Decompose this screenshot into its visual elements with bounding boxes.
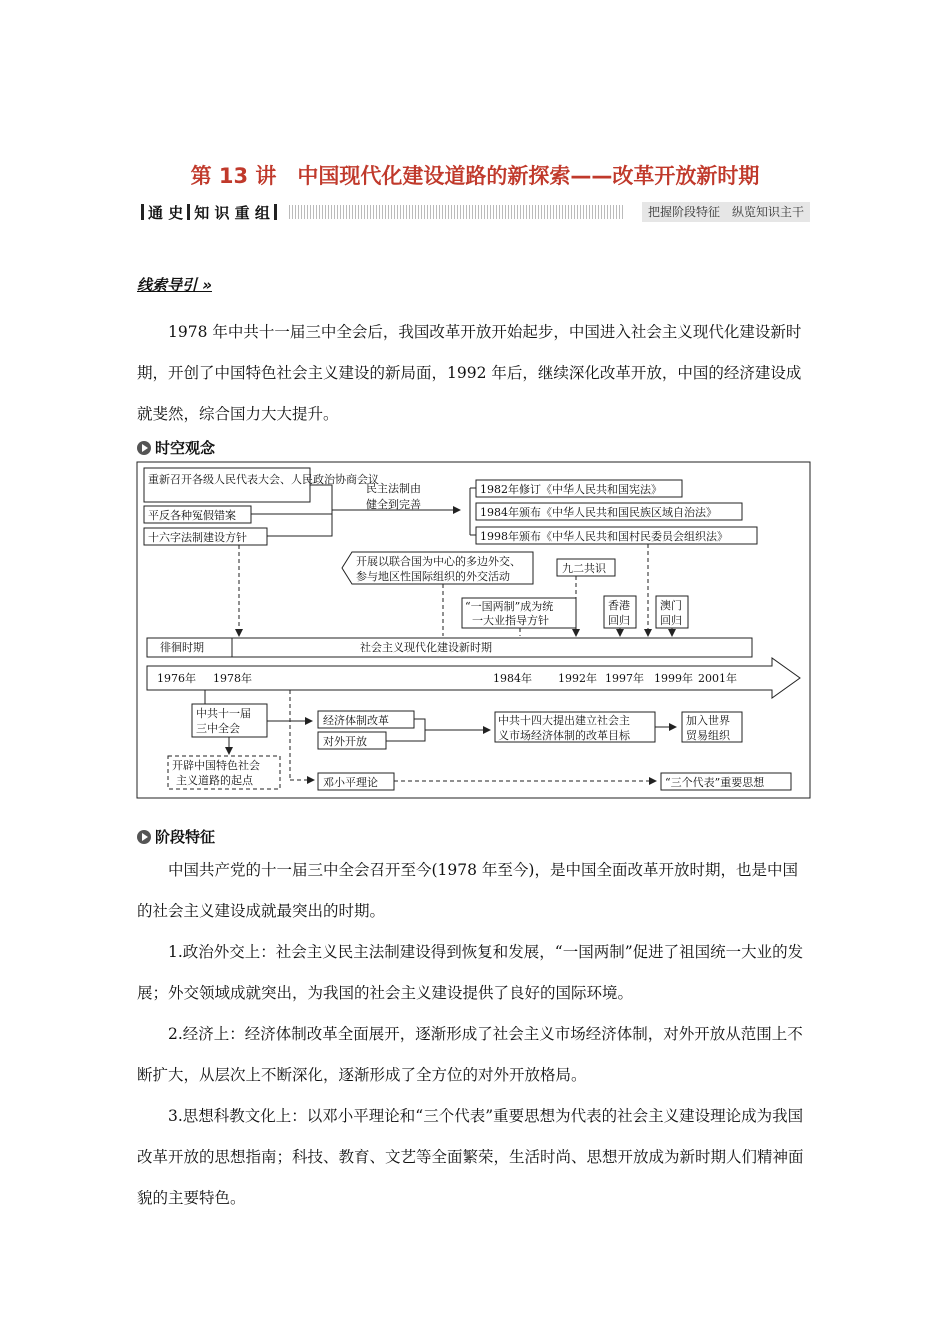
box-legal-policy: 十六字法制建设方针	[148, 531, 247, 544]
year-1976: 1976年	[157, 672, 196, 685]
clue-text: 1978 年中共十一届三中全会后，我国改革开放开始起步，中国进入社会主义现代化建设新时期，开创了中国特色社会主义建设的新局面，1992 年后，继续深化改革开放，中国的经济建设成就斐然，综合国力大大提升。	[137, 323, 802, 423]
banner-label-a: 通 史	[148, 203, 184, 222]
consensus: 九二共识	[562, 562, 606, 575]
legal-label-1: 民主法制由	[366, 482, 421, 495]
plenum-1: 中共十一届	[196, 707, 251, 720]
features-paragraph-1: 1.政治外交上：社会主义民主法制建设得到恢复和发展，“一国两制”促进了祖国统一大业的发展；外交领域成就突出，为我国的社会主义建设提供了良好的国际环境。	[137, 943, 804, 1002]
start-2: 主义道路的起点	[176, 774, 253, 787]
box-congress-1: 重新召开各级人民代表大会、人民政治协商会议	[148, 473, 379, 486]
congress-2: 义市场经济体制的改革目标	[498, 729, 630, 742]
features-body	[137, 850, 813, 1219]
clue-heading: 线索导引 »	[137, 276, 212, 294]
wto-2: 贸易组织	[686, 729, 730, 742]
banner-subtitle: 把握阶段特征 纵览知识主干	[642, 202, 810, 222]
law-1984: 1984年颁布《中华人民共和国民族区域自治法》	[480, 506, 717, 519]
wto-1: 加入世界	[686, 714, 730, 727]
year-1992: 1992年	[558, 672, 597, 685]
play-circle-icon	[137, 830, 151, 844]
features-paragraph-3: 3.思想科教文化上：以邓小平理论和“三个代表”重要思想为代表的社会主义建设理论成为我国改革开放的思想指南；科技、教育、文艺等全面繁荣，生活时尚、思想开放成为新时期人们精神面貌的主要特色。	[137, 1107, 804, 1207]
spacetime-heading-text: 时空观念	[155, 439, 216, 457]
period-hesitation: 徘徊时期	[160, 641, 204, 654]
diplomacy-2: 参与地区性国际组织的外交活动	[356, 570, 510, 583]
reform: 经济体制改革	[323, 714, 389, 727]
hk-2: 回归	[608, 614, 630, 627]
diplomacy-1: 开展以联合国为中心的多边外交、	[356, 555, 521, 568]
features-paragraph-0: 中国共产党的十一届三中全会召开至今(1978 年至今)，是中国全面改革开放时期，也是中国的社会主义建设成就最突出的时期。	[137, 861, 798, 920]
period-new: 社会主义现代化建设新时期	[360, 641, 492, 654]
deng-theory: 邓小平理论	[323, 776, 378, 789]
start-1: 开辟中国特色社会	[172, 759, 260, 772]
macao-1: 澳门	[660, 599, 682, 612]
year-1997: 1997年	[605, 672, 644, 685]
year-1999: 1999年	[654, 672, 693, 685]
legal-label-2: 健全到完善	[366, 498, 421, 511]
opening: 对外开放	[323, 735, 367, 748]
features-heading-text: 阶段特征	[155, 828, 216, 846]
macao-2: 回归	[660, 614, 682, 627]
law-1998: 1998年颁布《中华人民共和国村民委员会组织法》	[480, 530, 728, 543]
hk-1: 香港	[608, 599, 630, 612]
year-1984: 1984年	[493, 672, 532, 685]
features-heading	[137, 826, 215, 847]
congress-1: 中共十四大提出建立社会主	[498, 714, 630, 727]
features-paragraph-2: 2.经济上：经济体制改革全面展开，逐渐形成了社会主义市场经济体制，对外开放从范围上不断扩大，从层次上不断深化，逐渐形成了全方位的对外开放格局。	[137, 1025, 803, 1084]
three-represents: “三个代表”重要思想	[665, 776, 765, 789]
box-redress: 平反各种冤假错案	[148, 509, 236, 522]
year-1978: 1978年	[213, 672, 252, 685]
one-country-1: “一国两制”成为统	[465, 600, 554, 613]
plenum-2: 三中全会	[196, 722, 240, 735]
year-2001: 2001年	[698, 672, 737, 685]
one-country-2: 一大业指导方针	[472, 614, 549, 627]
law-1982: 1982年修订《中华人民共和国宪法》	[480, 483, 662, 496]
banner-label-b: 知 识 重 组	[194, 203, 270, 222]
page-title: 第 13 讲 中国现代化建设道路的新探索——改革开放新时期	[190, 164, 760, 188]
